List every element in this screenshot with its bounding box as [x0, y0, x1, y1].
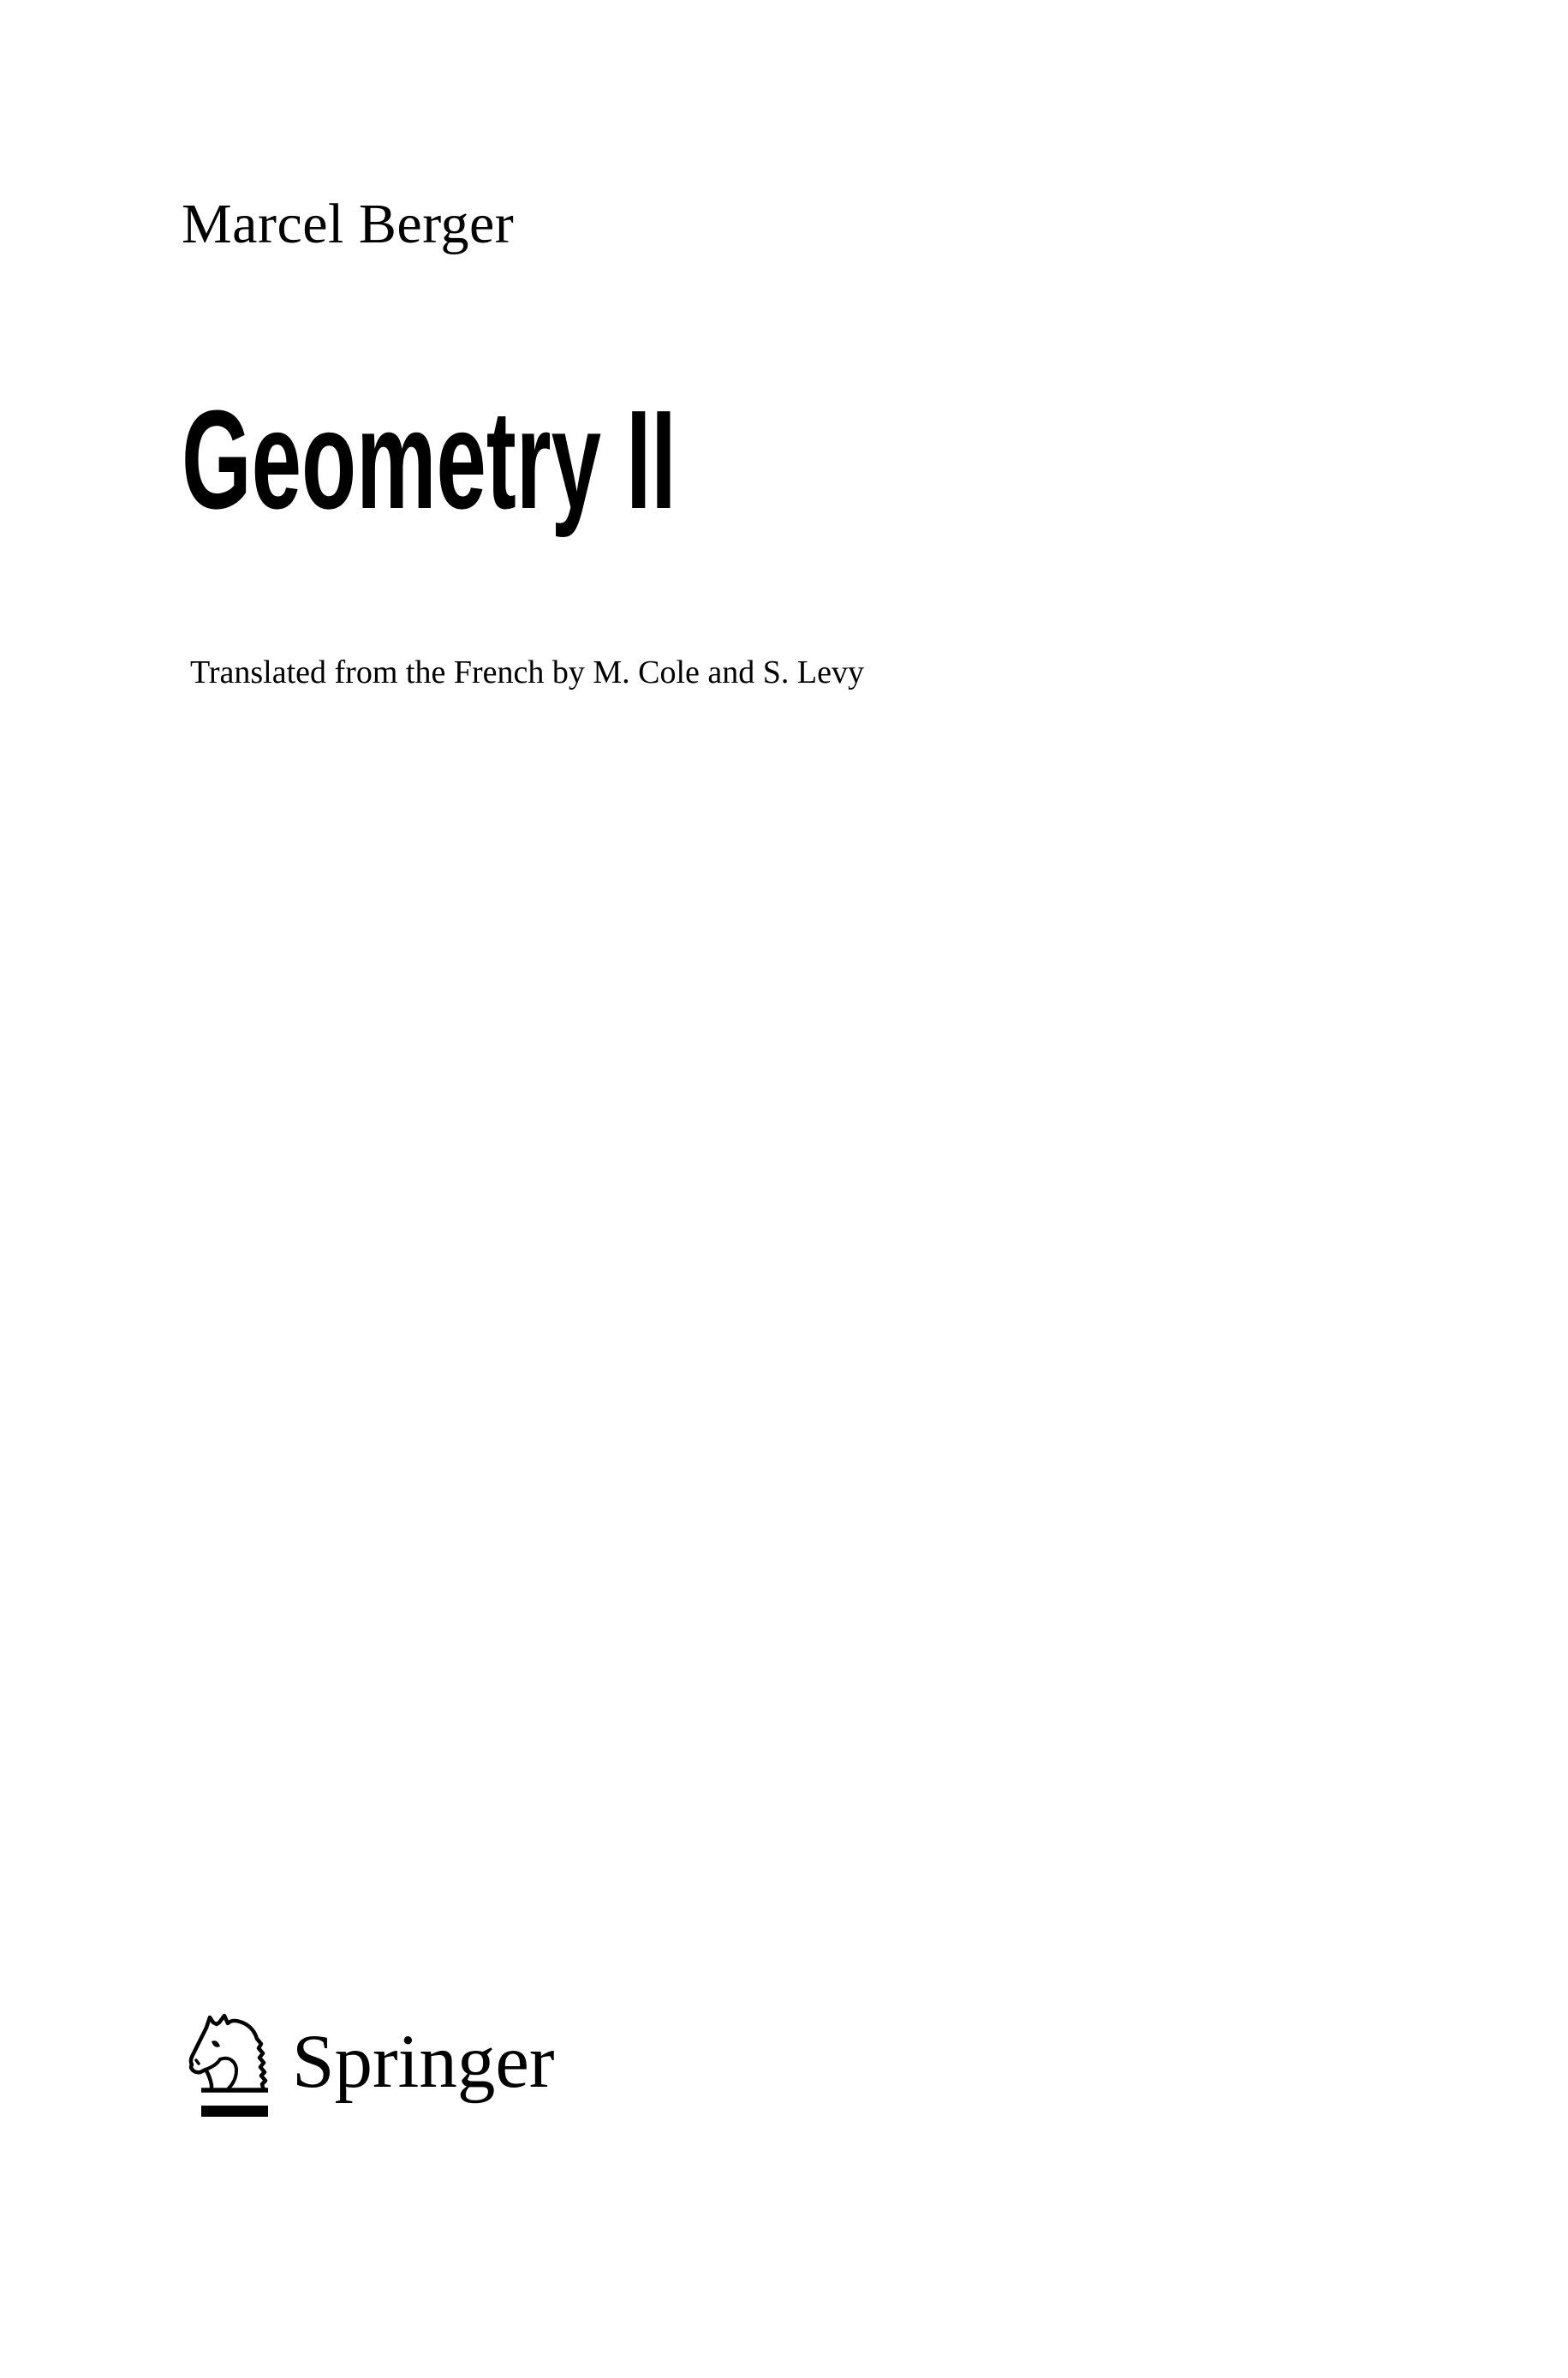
book-title: Geometry II: [182, 381, 677, 538]
publisher-name: Springer: [292, 2020, 555, 2104]
logo-underline-bar: [201, 2106, 268, 2117]
translation-note: Translated from the French by M. Cole and S. Levy: [190, 654, 864, 690]
author-name: Marcel Berger: [182, 193, 515, 255]
springer-knight-icon: [180, 2009, 274, 2099]
